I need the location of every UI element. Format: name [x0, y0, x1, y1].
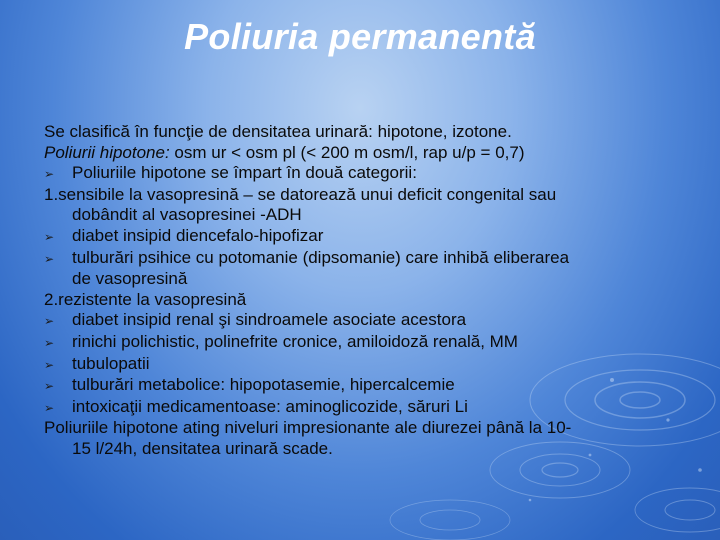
slide-body	[44, 122, 689, 460]
list-item-text: rinichi polichistic, polinefrite cronice, amiloidoză renală, MM	[72, 331, 518, 351]
list-item	[44, 397, 689, 419]
list-item	[44, 332, 689, 354]
list-item	[44, 163, 689, 185]
arrowhead-bullet-icon: ➢	[44, 251, 55, 266]
arrowhead-bullet-icon: ➢	[44, 335, 55, 350]
list-item-text: tulburări metabolice: hipopotasemie, hipercalcemie	[72, 375, 455, 395]
list-item	[44, 354, 689, 376]
arrowhead-bullet-icon: ➢	[44, 229, 55, 244]
arrowhead-bullet-icon: ➢	[44, 314, 55, 329]
text-line-continuation: dobândit al vasopresinei -ADH	[72, 205, 302, 225]
list-item	[44, 226, 689, 248]
text-line-continuation: de vasopresină	[72, 269, 188, 289]
list-item	[44, 248, 689, 270]
text-line	[44, 143, 689, 164]
arrowhead-bullet-icon: ➢	[44, 167, 55, 182]
italic-label: Poliurii hipotone:	[44, 142, 170, 162]
list-item-text: tulburări psihice cu potomanie (dipsomanie) care inhibă eliberarea	[72, 247, 570, 267]
text-line-continuation: 15 l/24h, densitatea urinară scade.	[72, 438, 333, 458]
text-run: osm ur < osm pl (< 200 m osm/l, rap u/p = 0,7)	[169, 142, 525, 162]
arrowhead-bullet-icon: ➢	[44, 357, 55, 372]
list-item-text: diabet insipid renal şi sindroamele asociate acestora	[72, 310, 467, 330]
text-line: 1.sensibile la vasopresină – se datorează unui deficit congenital sau	[44, 184, 557, 204]
list-item	[44, 310, 689, 332]
slide-title: Poliuria permanentă	[184, 16, 536, 57]
text-line: 2.rezistente la vasopresină	[44, 289, 247, 309]
list-item-text: tubulopatii	[72, 353, 150, 373]
arrowhead-bullet-icon: ➢	[44, 400, 55, 415]
text-line: Se clasifică în funcţie de densitatea urinară: hipotone, izotone.	[44, 122, 512, 141]
list-item-text: diabet insipid diencefalo-hipofizar	[72, 225, 324, 245]
arrowhead-bullet-icon: ➢	[44, 379, 55, 394]
list-item-text: Poliuriile hipotone se împart în două categorii:	[72, 163, 417, 183]
list-item-text: intoxicaţii medicamentoase: aminoglicozide, săruri Li	[72, 396, 468, 416]
list-item	[44, 375, 689, 397]
text-line: Poliuriile hipotone ating niveluri impresionante ale diurezei până la 10-	[44, 418, 572, 438]
